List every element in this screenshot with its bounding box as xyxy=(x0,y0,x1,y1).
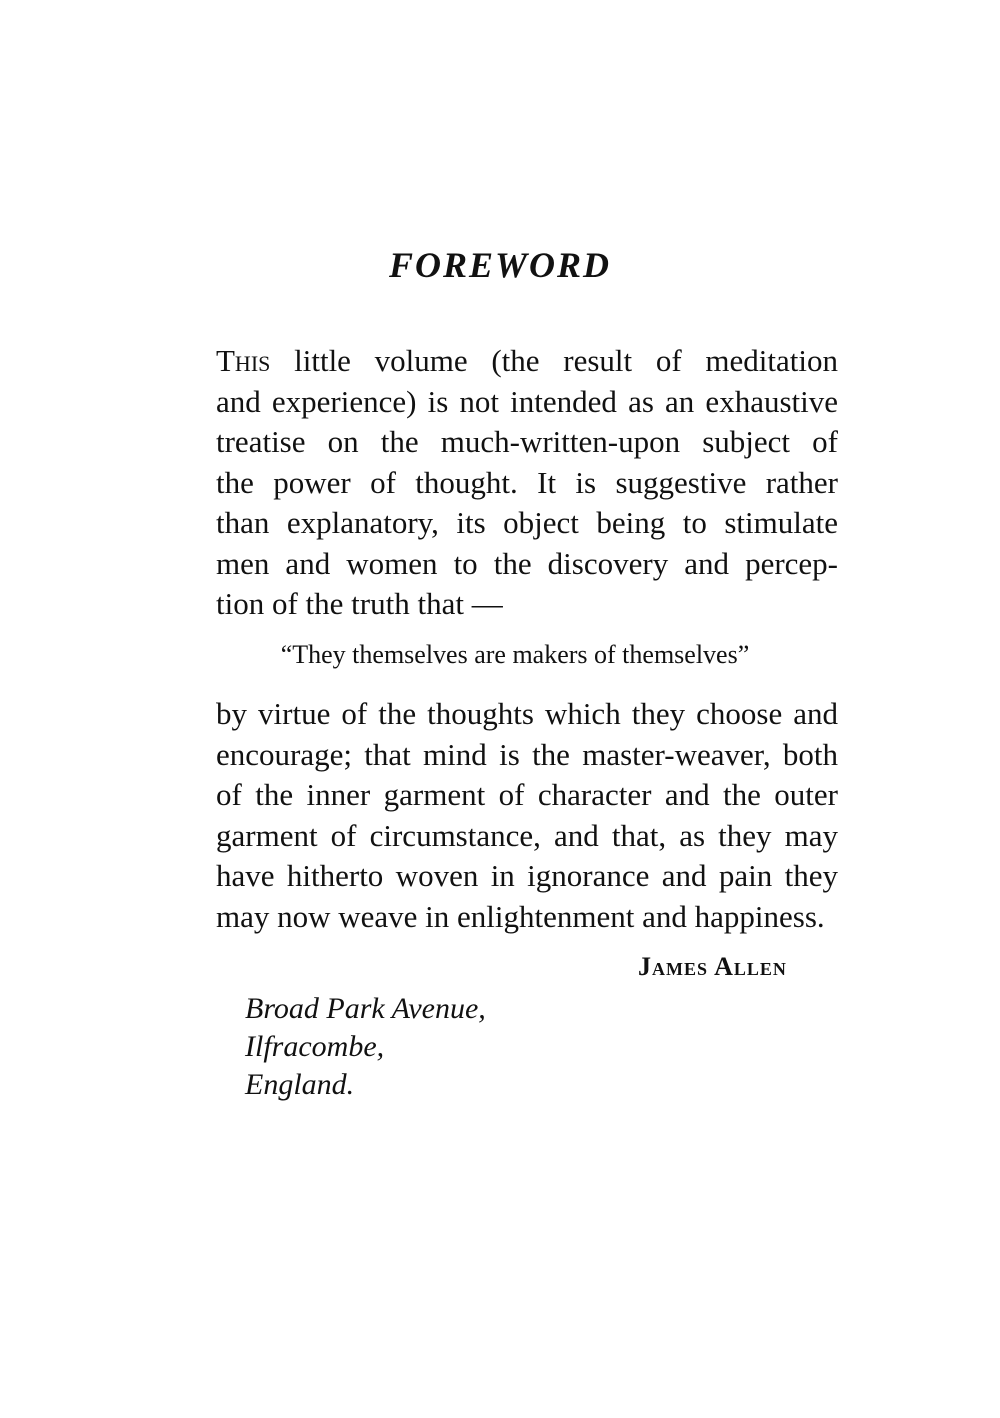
author-signature: James Allen xyxy=(638,952,787,981)
foreword-paragraph-2 xyxy=(216,694,838,937)
line-text: little volume (the result of meditation xyxy=(270,343,838,378)
foreword-paragraph-1 xyxy=(216,341,838,625)
paragraph-line: of the inner garment of character and the outer xyxy=(216,777,838,812)
paragraph-line: than explanatory, its object being to stimulate xyxy=(216,505,838,540)
paragraph-line: men and women to the discovery and percep- xyxy=(216,545,838,581)
page-title: FOREWORD xyxy=(388,245,612,285)
paragraph-line xyxy=(216,341,838,382)
lead-word: This xyxy=(216,343,271,378)
paragraph-line: by virtue of the thoughts which they choose and xyxy=(216,696,838,731)
paragraph-line: the power of thought. It is suggestive rather xyxy=(216,464,838,500)
address-line: Ilfracombe, xyxy=(245,1030,385,1063)
paragraph-line: garment of circumstance, and that, as they may xyxy=(216,817,838,853)
address-line: England. xyxy=(245,1068,355,1101)
author-address xyxy=(245,990,486,1104)
paragraph-line: and experience) is not intended as an exhaustive xyxy=(216,383,838,419)
paragraph-line: may now weave in enlightenment and happiness. xyxy=(216,898,825,934)
paragraph-line: encourage; that mind is the master-weaver, both xyxy=(216,736,838,772)
address-line: Broad Park Avenue, xyxy=(245,992,486,1025)
block-quote: “They themselves are makers of themselves” xyxy=(280,640,750,669)
paragraph-line: treatise on the much-written-upon subject of xyxy=(216,424,838,459)
paragraph-line: have hitherto woven in ignorance and pain they xyxy=(216,858,838,893)
paragraph-line: tion of the truth that — xyxy=(216,586,503,621)
